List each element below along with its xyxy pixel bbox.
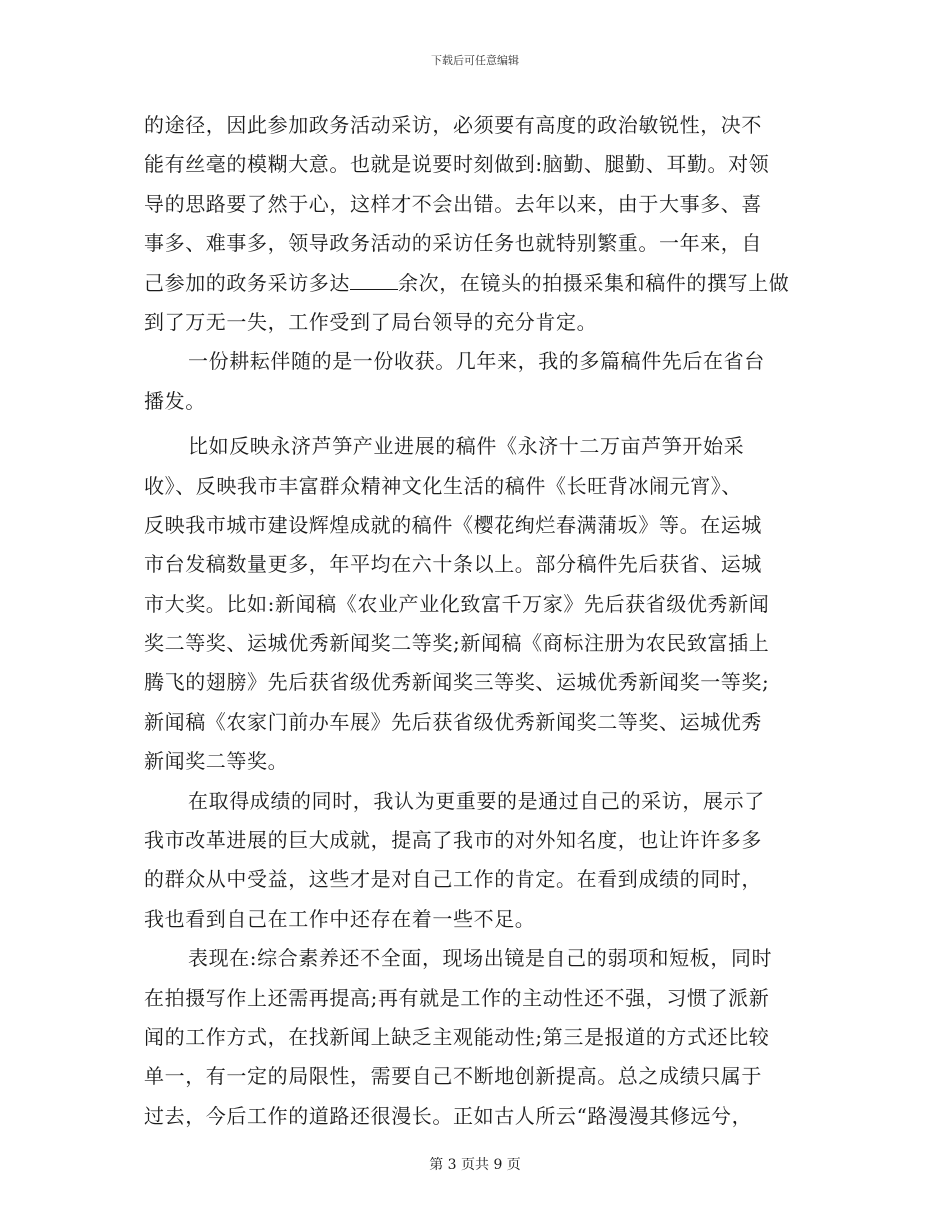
text-line: 过去，今后工作的道路还很漫长。正如古人所云“路漫漫其修远兮， [144,1103,753,1128]
paragraph [144,342,804,421]
text-line: 新闻奖二等奖。 [144,749,289,774]
text-line: 导的思路要了然于心，这样才不会出错。去年以来，由于大事多、喜 [144,191,762,216]
text-line: 能有丝毫的模糊大意。也就是说要时刻做到:脑勤、腿勤、耳勤。对领 [144,152,770,177]
text-line: 比如反映永济芦笋产业进展的稿件《永济十二万亩芦笋开始采 [188,434,745,459]
page-header: 下载后可任意编辑 [431,54,519,67]
text-line: 事多、难事多，领导政务活动的采访任务也就特别繁重。一年来，自 [144,231,762,256]
text-line: 新闻稿《农家门前办车展》先后获省级优秀新闻奖二等奖、运城优秀 [144,709,762,734]
text-line: 反映我市城市建设辉煌成就的稿件《樱花绚烂春满蒲坂》等。在运城 [144,512,762,537]
text-line: 单一，有一定的局限性，需要自己不断地创新提高。总之成绩只属于 [144,1064,762,1089]
paragraph [144,106,804,342]
text-line: 在拍摄写作上还需再提高;再有就是工作的主动性还不强，习惯了派新 [144,985,770,1010]
paragraph [144,782,804,940]
text-line: 市大奖。比如:新闻稿《农业产业化致富千万家》先后获省级优秀新闻 [144,591,770,616]
text-line: 一份耕耘伴随的是一份收获。几年来，我的多篇稿件先后在省台 [188,349,765,374]
text-line: 的群众从中受益，这些才是对自己工作的肯定。在看到成绩的同时， [144,867,762,892]
text-line: 在取得成绩的同时，我认为更重要的是通过自己的采访，展示了 [188,788,765,813]
text-line: 收》、反映我市丰富群众精神文化生活的稿件《长旺背冰闹元宵》、 [144,473,742,498]
text-line [144,264,804,303]
text-line: 的途径，因此参加政务活动采访，必须要有高度的政治敏锐性，决不 [144,113,762,137]
text-segment: 己参加的政务采访多达 [144,270,350,295]
text-line: 播发。 [144,388,206,413]
text-line: 我市改革进展的巨大成就，提高了我市的对外知名度，也让许许多多 [144,828,762,853]
fill-in-blank [350,271,398,290]
text-line: 奖二等奖、运城优秀新闻奖二等奖;新闻稿《商标注册为农民致富插上 [144,631,770,656]
paragraph [144,427,804,782]
text-line: 到了万无一失，工作受到了局台领导的充分肯定。 [144,309,598,334]
document-body [144,106,804,1136]
text-line: 市台发稿数量更多，年平均在六十条以上。部分稿件先后获省、运城 [144,552,762,577]
paragraph [144,939,804,1136]
text-line: 腾飞的翅膀》先后获省级优秀新闻奖三等奖、运城优秀新闻奖一等奖; [144,670,770,695]
text-line: 表现在:综合素养还不全面，现场出镜是自己的弱项和短板，同时 [188,946,773,971]
text-line: 我也看到自己在工作中还存在着一些不足。 [144,906,536,931]
text-segment: 余次，在镜头的拍摄采集和稿件的撰写上做 [398,270,790,295]
page-number: 第 3 页共 9 页 [429,1157,521,1173]
text-line: 闻的工作方式，在找新闻上缺乏主观能动性;第三是报道的方式还比较 [144,1024,770,1049]
